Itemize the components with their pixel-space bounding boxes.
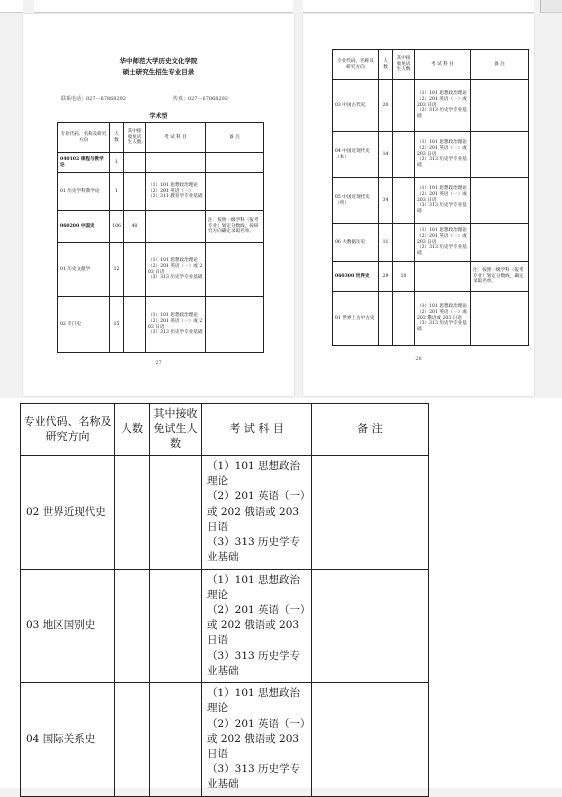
exam-subject-line: （1）101 思想政治理论	[417, 139, 467, 145]
major-name: 060200 中国史	[58, 211, 110, 243]
exam-subject-line: （2）201 英语（一）	[148, 188, 194, 194]
table-row	[333, 224, 529, 262]
exam-subject-line: （2）201 英语（一）或 203 日语	[417, 96, 467, 108]
enroll-count: 12	[110, 243, 124, 297]
note	[471, 80, 529, 132]
exam-subject-line: （3）313 历史学专业基础	[417, 203, 467, 215]
exam-subject-line: （2）201 英语（一）或 202 俄语或 203 日语	[207, 717, 306, 760]
header-count: 人数	[379, 50, 393, 80]
note	[471, 178, 529, 224]
major-name: 05 中国近现代史（所）	[333, 178, 379, 224]
exam-subject-line: （3）313 历史学专业基础	[417, 321, 467, 333]
enroll-count: 34	[379, 178, 393, 224]
exempt-count	[150, 683, 202, 797]
exam-subject-line: （1）101 思想政治理论	[148, 182, 198, 188]
exam-subject-line: （3）313 历史学专业基础	[148, 275, 203, 281]
exam-subject-line: （1）101 思想政治理论	[148, 312, 198, 318]
major-name: 04 国际关系史	[21, 683, 115, 797]
note	[206, 297, 264, 353]
exam-subjects	[146, 211, 206, 243]
page-28	[303, 14, 534, 396]
major-name: 01 世界上古中古史	[333, 292, 379, 346]
header-major: 专业代码、名称及研究方向	[21, 404, 115, 456]
exam-subject-line: （3）313 历史学专业基础	[417, 108, 467, 120]
exempt-count	[393, 132, 415, 178]
note	[471, 292, 529, 346]
exam-subjects	[146, 297, 206, 353]
enroll-count	[379, 292, 393, 346]
exam-subject-line: （3）313 历史学专业基础	[417, 245, 467, 257]
header-note: 备 注	[471, 50, 529, 80]
table-body-right	[333, 80, 529, 346]
exam-subject-line: （2）201 英语（一）或 203 日语	[417, 145, 467, 157]
enroll-count	[115, 569, 150, 683]
enroll-count: 20	[379, 80, 393, 132]
table-row	[58, 243, 264, 297]
prev-page-strip-left	[0, 0, 23, 13]
enroll-count: 106	[110, 211, 124, 243]
exempt-count	[124, 297, 146, 353]
enroll-count: 11	[379, 224, 393, 262]
enroll-count: 14	[379, 132, 393, 178]
exam-subject-line: （1）101 思想政治理论	[417, 227, 467, 233]
exam-subject-line: （1）101 思想政治理论	[207, 687, 301, 715]
exam-subject-line: （3）313 历史学专业基础	[207, 763, 301, 791]
exam-subjects	[202, 456, 312, 570]
header-count: 人数	[115, 404, 150, 456]
exam-subjects	[146, 153, 206, 173]
section-title: 学术型	[149, 113, 168, 120]
table-body-zoom	[21, 456, 429, 797]
exempt-count	[393, 178, 415, 224]
exempt-count	[150, 456, 202, 570]
page-27	[23, 14, 294, 396]
exam-subject-line: （1）101 思想政治理论	[417, 303, 467, 309]
enroll-count: 1	[110, 153, 124, 173]
contact-fax: 传真：027－67868292	[173, 96, 228, 102]
exempt-count	[393, 224, 415, 262]
exam-subject-line: （1）101 思想政治理论	[417, 185, 467, 191]
enroll-count: 1	[110, 173, 124, 211]
exempt-count	[393, 80, 415, 132]
note	[471, 224, 529, 262]
exempt-count	[150, 569, 202, 683]
header-exempt: 其中接收免试生人数	[124, 123, 146, 153]
exam-subjects	[415, 132, 471, 178]
prev-page-strip-right	[303, 0, 534, 13]
table-row	[58, 153, 264, 173]
major-name: 04 中国近现代史（本）	[333, 132, 379, 178]
table-row	[58, 173, 264, 211]
table-row	[58, 211, 264, 243]
header-exam: 考 试 科 目	[202, 404, 312, 456]
major-name: 03 中国古代史	[333, 80, 379, 132]
page-title-line1: 华中师范大学历史文化学院	[119, 57, 198, 65]
exam-subject-line: （3）313 历史学专业基础	[417, 157, 467, 169]
header-major: 专业代码、名称及研究方向	[333, 50, 379, 80]
exempt-count	[124, 243, 146, 297]
exam-subject-line: （3）313 历史学专业基础	[148, 330, 203, 336]
exam-subject-line: （2）201 英语（一）或 203 日语	[417, 233, 467, 245]
header-exam: 考 试 科 目	[146, 123, 206, 153]
header-major: 专业代码、名称及研究方向	[58, 123, 110, 153]
header-exam: 考 试 科 目	[415, 50, 471, 80]
exam-subject-line: （3）313 历史学专业基础	[207, 649, 301, 677]
note	[312, 683, 429, 797]
major-name: 01 历史学科教学论	[58, 173, 110, 211]
header-note: 备 注	[206, 123, 264, 153]
scrollbar-strip[interactable]	[540, 0, 562, 13]
page-number: 27	[155, 360, 162, 366]
exempt-count	[124, 173, 146, 211]
zoomed-table-panel	[0, 398, 562, 791]
major-name: 060300 世界史	[333, 262, 379, 292]
exam-subject-line: （3）311 教育学专业基础	[148, 194, 203, 200]
table-row	[58, 297, 264, 353]
exam-subjects	[415, 292, 471, 346]
note: 注：按照一级学科（报考专业）划定分数线，确定录取名单。	[471, 262, 529, 292]
note	[206, 243, 264, 297]
major-name: 03 地区国别史	[21, 569, 115, 683]
exam-subject-line: （2）201 英语（一）或 203 日语	[148, 263, 203, 275]
table-row	[21, 456, 429, 570]
note	[471, 132, 529, 178]
table-row	[21, 683, 429, 797]
exempt-count	[393, 292, 415, 346]
exam-subjects	[202, 569, 312, 683]
table-row	[333, 178, 529, 224]
header-exempt: 其中接收免试生人数	[393, 50, 415, 80]
enroll-count	[115, 456, 150, 570]
major-name: 06 大数据历史	[333, 224, 379, 262]
table-row	[333, 80, 529, 132]
exam-subjects	[146, 173, 206, 211]
table-row	[333, 262, 529, 292]
exam-subjects	[415, 80, 471, 132]
table-row	[333, 132, 529, 178]
exempt-count: 10	[393, 262, 415, 292]
major-name: 02 专门史	[58, 297, 110, 353]
enroll-count: 15	[110, 297, 124, 353]
page-number: 28	[415, 356, 422, 362]
table-row	[21, 569, 429, 683]
exam-subject-line: （1）101 思想政治理论	[417, 90, 467, 96]
exempt-count	[124, 153, 146, 173]
catalog-table-left	[57, 122, 264, 353]
exam-subjects	[202, 683, 312, 797]
note	[206, 173, 264, 211]
contact-phone: 联系电话：027－67868292	[61, 96, 126, 102]
major-name: 02 世界近现代史	[21, 456, 115, 570]
exam-subjects	[415, 262, 471, 292]
exam-subject-line: （2）201 英语（一）或 202 俄语或 203 日语	[417, 309, 467, 321]
major-name: 040102 课程与教学论	[58, 153, 110, 173]
page-title-line2: 硕士研究生招生专业目录	[122, 68, 195, 76]
table-body-left	[58, 153, 264, 353]
exam-subject-line: （1）101 思想政治理论	[207, 573, 301, 601]
enroll-count	[115, 683, 150, 797]
exam-subjects	[146, 243, 206, 297]
catalog-table-right	[332, 49, 529, 346]
note: 注：按照一级学科（报考专业）划定分数线，按研究方向确定录取名单。	[206, 211, 264, 243]
prev-page-strip-middle	[34, 0, 293, 13]
exam-subject-line: （2）201 英语（一）或 202 俄语或 203 日语	[207, 603, 306, 647]
header-note: 备 注	[312, 404, 429, 456]
exempt-count: 40	[124, 211, 146, 243]
note	[312, 569, 429, 683]
note	[206, 153, 264, 173]
header-count: 人数	[110, 123, 124, 153]
exam-subjects	[415, 178, 471, 224]
exam-subject-line: （2）201 英语（一）或 203 日语	[417, 191, 467, 203]
exam-subject-line: （1）101 思想政治理论	[207, 460, 301, 488]
exam-subject-line: （1）101 思想政治理论	[148, 257, 198, 263]
table-row	[333, 292, 529, 346]
header-exempt: 其中接收免试生人数	[150, 404, 202, 456]
note	[312, 456, 429, 570]
major-name: 01 历史文献学	[58, 243, 110, 297]
exam-subjects	[415, 224, 471, 262]
exam-subject-line: （2）201 英语（一）或 202 俄语或 203 日语	[207, 490, 306, 533]
enroll-count: 29	[379, 262, 393, 292]
exam-subject-line: （3）313 历史学专业基础	[207, 536, 301, 564]
exam-subject-line: （2）201 英语（一）或 203 日语	[148, 318, 203, 330]
catalog-table-zoom	[20, 403, 429, 797]
